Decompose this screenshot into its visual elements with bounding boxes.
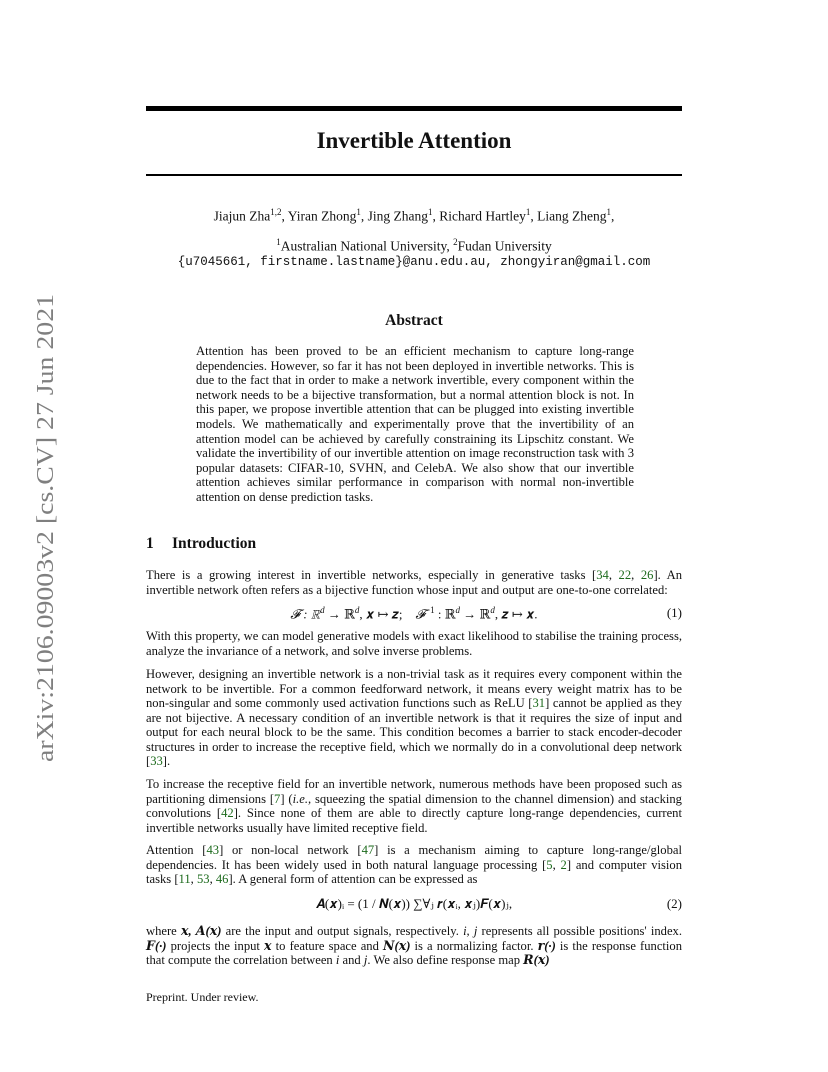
paragraph-2: With this property, we can model generative models with exact likelihood to stabilise the training process, analyze the invariance of a network, and solve inverse problems. <box>146 629 682 658</box>
affiliation-name: Fudan University <box>457 238 552 254</box>
paragraph-text: projects the input <box>166 938 265 953</box>
author-list-tail: , <box>610 208 615 224</box>
eq-term: , 𝒙 ↦ 𝒛; <box>359 606 403 622</box>
paragraph-6 <box>146 924 682 968</box>
paragraph-text: ] and computer vision tasks [ <box>146 857 683 886</box>
paragraph-text: to feature space and <box>271 938 383 953</box>
math-symbol: 𝒓(·) <box>537 938 556 953</box>
paragraph-text: ]. An invertible network often refers as a bijective function whose input and output are one-to-one correlated: <box>146 568 683 597</box>
eq-term: 𝓕 : ℝ <box>290 606 321 622</box>
eq-term: → ℝ <box>324 606 355 622</box>
paragraph-text: ] or non-local network [ <box>219 843 362 857</box>
author-affiliation-mark: 1 <box>606 207 611 217</box>
equation-body <box>146 605 682 622</box>
eq-sup: −1 <box>425 605 435 615</box>
paragraph-5 <box>146 843 682 887</box>
affiliation-mark: 1 <box>276 237 281 247</box>
math-symbol: 𝑭(·) <box>146 938 167 953</box>
author-name: , Jing Zhang <box>360 208 429 224</box>
citation-separator: , <box>608 568 619 582</box>
paragraph-text: where <box>146 924 181 938</box>
emphasis-text: i.e., <box>292 791 312 806</box>
affiliations <box>146 237 682 255</box>
paper-title: Invertible Attention <box>316 128 512 153</box>
author-name: , Richard Hartley <box>432 208 526 224</box>
author-affiliation-mark: 1,2 <box>270 207 282 217</box>
author-affiliation-mark: 1 <box>428 207 433 217</box>
eq-term: → ℝ <box>460 606 491 622</box>
eq-term: : ℝ <box>434 606 456 622</box>
citation-link[interactable]: 7 <box>274 791 281 806</box>
paragraph-4 <box>146 777 682 835</box>
paragraph-text: is a normalizing factor. <box>410 938 538 953</box>
paragraph-text: ]. A general form of attention can be expressed as <box>228 872 478 886</box>
math-symbol: 𝑵(𝒙) <box>382 938 411 953</box>
citation-link[interactable]: 22 <box>618 568 632 582</box>
arxiv-watermark <box>20 292 66 762</box>
math-symbol: 𝒙, 𝑨(𝒙) <box>180 924 222 938</box>
paragraph-text: Attention [ <box>146 843 207 857</box>
paragraph-text: ] cannot be applied as they are not bijective. A necessary condition of an invertible network is that it requires the size of input and output for each neural block to be the same. This condition becomes a barrier to stack encoder-decoder structures in order to increase the receptive field, which we normally do in a convolutional deep network [ <box>146 696 683 768</box>
citation-link[interactable]: 5 <box>546 857 553 872</box>
citation-link[interactable]: 46 <box>215 872 229 886</box>
author-affiliation-mark: 1 <box>525 207 531 217</box>
math-symbol: 𝑹(𝒙) <box>523 953 550 967</box>
citation-link[interactable]: 34 <box>596 568 609 582</box>
abstract-body: Attention has been proved to be an efficient mechanism to capture long-range dependencies. However, so far it has not been deployed in invertible networks. This is due to the fact that in order to make a network invertible, every component within the network needs to be a bijective transformation, but a normal attention block is not. In this paper, we propose invertible attention that can be plugged into existing invertible models. We mathematically and experimentally prove that the invertibility of an attention model can be achieved by carefully constraining its Lipschitz constant. We validate the invertibility of our invertible attention on image reconstruction task with 3 popular datasets: CIFAR-10, SVHN, and CelebA. We also show that our invertible attention achieves similar performance in comparison with normal non-invertible attention on dense prediction tasks. <box>196 344 634 504</box>
paragraph-text: To increase the receptive field for an invertible network, numerous methods have been proposed such as partitioning dimensions [ <box>146 777 682 806</box>
author-emails: {u7045661, firstname.lastname}@anu.edu.au, zhongyiran@gmail.com <box>177 255 651 269</box>
author-affiliation-mark: 1 <box>356 207 361 217</box>
paragraph-text: represents all possible positions' index. <box>477 924 682 938</box>
citation-link[interactable]: 11 <box>178 872 191 886</box>
title-rule-top <box>146 106 682 111</box>
citation-separator: , <box>190 872 197 886</box>
equation-number: (2) <box>666 896 682 911</box>
paragraph-text: However, designing an invertible network is a non-trivial task as it requires every component within the network to be invertible. For a common feedforward network, it means every weight matrix has to be non-singular and some commonly used activation functions such as ReLU [ <box>146 667 682 710</box>
citation-link[interactable]: 31 <box>532 696 546 710</box>
section-number: 1 <box>146 535 154 552</box>
paragraph-text: . We also define response map <box>367 953 524 967</box>
paragraph-1 <box>146 568 682 597</box>
paragraph-text: is the response function that compute the correlation between <box>146 938 682 967</box>
citation-link[interactable]: 53 <box>196 872 210 886</box>
author-name: , Liang Zheng <box>530 208 607 224</box>
section-heading <box>146 535 256 553</box>
math-symbol: j <box>363 953 368 967</box>
arxiv-identifier: arXiv:2106.09003v2 [cs.CV] 27 Jun 2021 <box>32 349 59 762</box>
abstract-heading: Abstract <box>385 312 443 329</box>
paragraph-text: ]. Since none of them are able to directly capture long-range dependencies, current invertible networks usually have limited receptive field. <box>146 806 682 835</box>
equation-number: (1) <box>666 605 682 620</box>
citation-separator: , <box>209 872 216 886</box>
paragraph-text: There is a growing interest in invertible networks, especially in generative tasks [ <box>146 568 597 582</box>
eq-sup: d <box>455 605 461 615</box>
paragraph-text: and <box>339 953 364 967</box>
citation-separator: , <box>552 857 561 872</box>
citation-link[interactable]: 43 <box>206 843 220 857</box>
paragraph-3 <box>146 667 682 769</box>
footer-note: Preprint. Under review. <box>146 990 259 1004</box>
equation-body: 𝑨(𝒙)ᵢ = (1 / 𝑵(𝒙)) ∑∀ⱼ 𝒓(𝒙ᵢ, 𝒙ⱼ)𝑭(𝒙)ⱼ, <box>315 896 513 911</box>
eq-term: , 𝒛 ↦ 𝒙. <box>494 606 538 622</box>
citation-separator: , <box>631 568 641 582</box>
math-symbol: i, j <box>463 924 478 938</box>
author-name: , Yiran Zhong <box>281 208 357 224</box>
affiliation-name: Australian National University, <box>280 238 454 254</box>
math-symbol: 𝒙 <box>264 938 272 953</box>
equation-1 <box>146 605 682 623</box>
eq-term: 𝓕 <box>415 606 426 622</box>
citation-link[interactable]: 42 <box>221 806 234 820</box>
paragraph-text: are the input and output signals, respectively. <box>221 924 464 938</box>
citation-link[interactable]: 2 <box>560 857 567 872</box>
author-name: Jiajun Zha <box>213 208 271 224</box>
equation-2 <box>146 896 682 914</box>
eq-sup: d <box>320 605 325 615</box>
paragraph-text: ]. <box>162 754 171 768</box>
citation-link[interactable]: 47 <box>361 843 375 857</box>
citation-link[interactable]: 26 <box>640 568 654 582</box>
section-title: Introduction <box>172 535 257 552</box>
paragraph-text: ] is a mechanism aiming to capture long-range/global dependencies. It has been widely used in both natural language processing [ <box>146 843 682 872</box>
author-list <box>146 207 682 225</box>
affiliation-mark: 2 <box>453 237 458 247</box>
title-rule-bottom <box>146 174 682 176</box>
paragraph-text: ] ( <box>280 791 293 806</box>
eq-sup: d <box>490 605 495 615</box>
math-symbol: i <box>335 953 340 967</box>
paragraph-text: squeezing the spatial dimension to the channel dimension) and stacking convolutions [ <box>146 791 682 820</box>
citation-link[interactable]: 33 <box>150 754 163 768</box>
eq-sup: d <box>354 605 360 615</box>
